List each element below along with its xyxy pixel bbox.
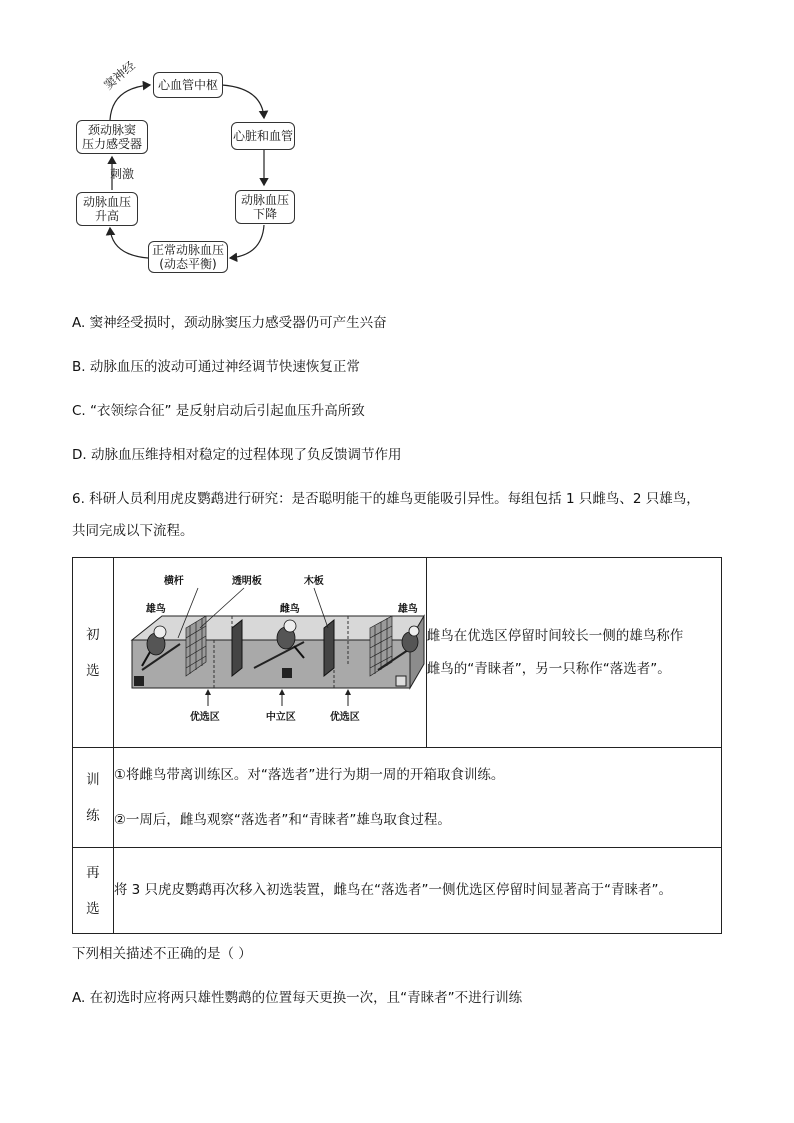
option-text: 动脉血压维持相对稳定的过程体现了负反馈调节作用 [90, 447, 402, 463]
q5-option-d [72, 443, 401, 463]
training-description: ①将雌鸟带离训练区。对“落选者”进行为期一周的开箱取食训练。 ②一周后，雌鸟观察“落选者”和“青睐者”雄鸟取食过程。 [113, 748, 721, 848]
table-row-reselect [73, 848, 722, 934]
arrow-sensor-to-center [110, 85, 150, 120]
wood-board-left [232, 620, 242, 676]
label-zone-right: 优选区 [329, 712, 360, 723]
option-text: “衣领综合征” 是反射启动后引起血压升高所致 [90, 403, 365, 419]
option-text: 窦神经受损时，颈动脉窦压力感受器仍可产生兴奋 [89, 315, 387, 331]
node-cardiovascular-center: 心血管中枢 [153, 72, 223, 98]
node-carotid-sensor: 颈动脉窦 压力感受器 [76, 120, 148, 154]
experiment-flow-table [72, 557, 722, 934]
node-bp-normal: 正常动脉血压 (动态平衡) [148, 241, 228, 273]
stage-reselect: 再 选 [73, 848, 114, 934]
q6-option-a [72, 986, 522, 1006]
apparatus-figure-cell [113, 558, 426, 748]
label-stimulus: 刺激 [110, 167, 135, 181]
q5-option-a [72, 311, 387, 331]
option-text: 在初选时应将两只雄性鹦鹉的位置每天更换一次，且“青睐者”不进行训练 [89, 990, 523, 1006]
stage-initial: 初 选 [73, 558, 114, 748]
reselect-description: 将 3 只虎皮鹦鹉再次移入初选装置，雌鸟在“落选者”一侧优选区停留时间显著高于“青睐者”。 [113, 848, 721, 934]
label-zone-mid: 中立区 [265, 712, 296, 723]
label-zone-left: 优选区 [189, 712, 220, 723]
option-letter: B. [72, 359, 86, 375]
node-heart-vessels: 心脏和血管 [231, 122, 295, 150]
table-row-initial [73, 558, 722, 748]
q5-option-b [72, 355, 360, 375]
table-row-training [73, 748, 722, 848]
label-transparent-board: 透明板 [231, 576, 262, 587]
option-letter: A. [72, 990, 86, 1006]
q6-question: 下列相关描述不正确的是（ ） [72, 946, 252, 962]
label-perch: 横杆 [163, 576, 184, 587]
label-wood-board: 木板 [303, 576, 324, 587]
arrow-drop-to-normal [230, 225, 264, 258]
label-male-right: 雄鸟 [397, 604, 418, 615]
label-sinus-nerve: 窦神经 [101, 58, 138, 93]
arrow-center-to-heart [222, 85, 264, 118]
q6-stem-line1: 6. 科研人员利用虎皮鹦鹉进行研究：是否聪明能干的雄鸟更能吸引异性。每组包括 1 只雌鸟、2 只雄鸟， [72, 491, 700, 507]
label-female: 雌鸟 [279, 604, 300, 615]
option-letter: C. [72, 403, 86, 419]
node-bp-rise: 动脉血压 升高 [76, 192, 138, 226]
wood-board-right [324, 620, 334, 676]
arrow-normal-to-rise [110, 228, 148, 258]
q6-stem-line2: 共同完成以下流程。 [72, 523, 194, 539]
q5-option-c [72, 399, 365, 419]
option-letter: A. [72, 315, 86, 331]
stage-training: 训 练 [73, 748, 114, 848]
label-male-left: 雄鸟 [145, 604, 166, 615]
node-bp-drop: 动脉血压 下降 [235, 190, 295, 224]
option-letter: D. [72, 447, 87, 463]
option-text: 动脉血压的波动可通过神经调节快速恢复正常 [89, 359, 360, 375]
initial-description: 雌鸟在优选区停留时间较长一侧的雄鸟称作 雌鸟的“青睐者”，另一只称作“落选者”。 [426, 558, 721, 748]
